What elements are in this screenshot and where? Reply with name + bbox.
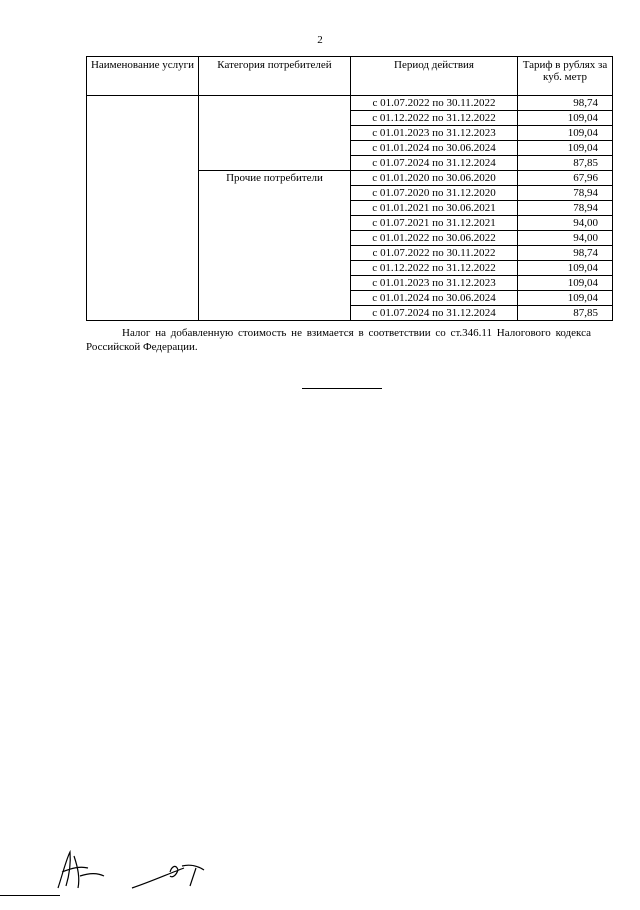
tariff-cell: 98,74 <box>518 96 613 111</box>
table-row <box>87 96 613 111</box>
category-cell-2: Прочие потребители <box>199 171 351 321</box>
tariff-cell: 109,04 <box>518 141 613 156</box>
tariff-table <box>86 56 613 321</box>
period-cell: с 01.12.2022 по 31.12.2022 <box>351 111 518 126</box>
period-cell: с 01.07.2022 по 30.11.2022 <box>351 96 518 111</box>
category-cell-1 <box>199 96 351 171</box>
period-cell: с 01.07.2021 по 31.12.2021 <box>351 216 518 231</box>
tariff-cell: 109,04 <box>518 111 613 126</box>
signatures <box>0 846 640 905</box>
period-cell: с 01.01.2020 по 30.06.2020 <box>351 171 518 186</box>
period-cell: с 01.01.2022 по 30.06.2022 <box>351 231 518 246</box>
table-header-row <box>87 57 613 96</box>
tariff-cell: 87,85 <box>518 156 613 171</box>
header-period: Период действия <box>351 57 518 96</box>
tariff-cell: 78,94 <box>518 186 613 201</box>
header-tariff: Тариф в рублях за куб. метр <box>518 57 613 96</box>
tariff-cell: 109,04 <box>518 276 613 291</box>
signature-2 <box>132 865 204 888</box>
period-cell: с 01.12.2022 по 31.12.2022 <box>351 261 518 276</box>
service-cell <box>87 96 199 321</box>
tariff-cell: 109,04 <box>518 126 613 141</box>
tariff-cell: 67,96 <box>518 171 613 186</box>
period-cell: с 01.07.2024 по 31.12.2024 <box>351 306 518 321</box>
period-cell: с 01.01.2024 по 30.06.2024 <box>351 291 518 306</box>
signature-marks <box>0 846 640 905</box>
vat-note: Налог на добавленную стоимость не взимается в соответствии со ст.346.11 Налогового кодекса Российской Федерации. <box>86 327 591 353</box>
tariff-cell: 87,85 <box>518 306 613 321</box>
period-cell: с 01.07.2020 по 31.12.2020 <box>351 186 518 201</box>
period-cell: с 01.01.2023 по 31.12.2023 <box>351 276 518 291</box>
tariff-cell: 109,04 <box>518 261 613 276</box>
period-cell: с 01.01.2023 по 31.12.2023 <box>351 126 518 141</box>
table-body <box>87 96 613 321</box>
period-cell: с 01.01.2021 по 30.06.2021 <box>351 201 518 216</box>
signature-underline <box>0 895 60 896</box>
divider-line <box>302 388 382 389</box>
period-cell: с 01.07.2024 по 31.12.2024 <box>351 156 518 171</box>
page-number: 2 <box>317 34 323 46</box>
period-cell: с 01.07.2022 по 30.11.2022 <box>351 246 518 261</box>
header-category: Категория потребителей <box>199 57 351 96</box>
tariff-cell: 78,94 <box>518 201 613 216</box>
tariff-cell: 94,00 <box>518 231 613 246</box>
signature-1 <box>58 852 104 888</box>
period-cell: с 01.01.2024 по 30.06.2024 <box>351 141 518 156</box>
tariff-cell: 98,74 <box>518 246 613 261</box>
header-service: Наименование услуги <box>87 57 199 96</box>
tariff-cell: 94,00 <box>518 216 613 231</box>
tariff-cell: 109,04 <box>518 291 613 306</box>
